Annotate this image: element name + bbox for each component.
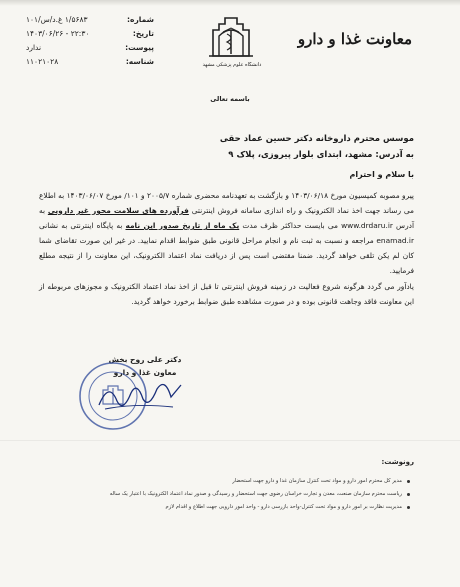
greeting: با سلام و احترام xyxy=(349,170,414,179)
meta-date-value: ۱۴۰۳/۰۶/۲۶ - ۲۲:۳۰ xyxy=(26,28,90,38)
paragraph-1-text-c: به پایگاه اینترنتی به نشانی enamad.ir مراجعه و نسبت به ثبت نام و انجام مراحل قانونی طبق ضوابط اقدام نمایید. در غیر این صورت تقاضای شما کان لم یکن تلقی خواهد گردید. ضمنا مقتضی است پس از دریافت نماد اعتماد الکترونیک، این معاونت را از نتیجه مطلع فرمایید. xyxy=(39,221,414,275)
paper-fold xyxy=(0,440,460,441)
handwritten-signature-icon xyxy=(95,375,185,415)
meta-id-value: ۱۱۰۲۱۰۲۸ xyxy=(26,56,59,66)
meta-id xyxy=(26,54,154,68)
meta-attachment-label: پیوست: xyxy=(125,42,154,52)
office-title: معاونت غذا و دارو xyxy=(297,30,412,48)
recipient-address: به آدرس: مشهد، ابتدای بلوار پیروزی، پلاک ۹ xyxy=(228,150,414,160)
recipient: موسس محترم داروخانه دکتر حسین عماد حقی xyxy=(219,134,414,144)
body-paragraph-1 xyxy=(39,188,414,278)
cc-bullet-icon xyxy=(407,480,410,483)
university-emblem-icon xyxy=(205,12,257,62)
logo-caption: دانشگاه علوم پزشکی مشهد xyxy=(202,62,262,68)
letter-meta xyxy=(26,12,154,68)
cc-line: ریاست محترم سازمان صنعت، معدن و تجارت خراسان رضوی جهت استحضار و رسیدگی و صدور نماد اعتماد الکترونیک با اعتبار یک ساله xyxy=(109,491,402,497)
meta-number-value: ۱/۵۶۸۳ غ.د/س/۱۰۱ xyxy=(26,14,88,24)
paragraph-1-text-a: پیرو مصوبه کمیسیون مورخ ۱۴۰۳/۰۶/۱۸ و بازگشت به تعهدنامه محضری شماره ۲۰۰۵/۷ و ۱۰۱/ مورخ ۱۴۰۳/۰۶/۰۷ به اطلاع می رساند جهت اخذ نماد الکترونیک و راه اندازی سامانه فروش اینترنتی xyxy=(39,191,414,215)
meta-date xyxy=(26,26,154,40)
signer-position: معاون غذا و دارو xyxy=(113,368,177,377)
paragraph-1-emphasis-products: فرآورده های سلامت محور غیر دارویی xyxy=(47,206,189,215)
meta-date-label: تاریخ: xyxy=(132,28,154,38)
paragraph-1-text-b: به آدرس www.drdaru.ir می بایست حداکثر ظرف مدت xyxy=(39,206,414,230)
cc-line: مدیریت نظارت بر امور دارو و مواد تحت کنترل-واحد بازرسی دارو - واحد امور دارویی جهت اطلاع و اقدام لازم xyxy=(165,504,402,510)
meta-attachment-value: ندارد xyxy=(26,42,42,52)
salutation: باسمه تعالی xyxy=(210,95,250,103)
paragraph-1-emphasis-deadline: یک ماه از تاریخ صدور این نامه xyxy=(125,221,240,230)
signer-name: دکتر علی روح بخش xyxy=(108,355,182,364)
meta-number xyxy=(26,12,154,26)
meta-attachment xyxy=(26,40,154,54)
meta-number-label: شماره: xyxy=(127,14,154,24)
cc-bullet-icon xyxy=(407,506,410,509)
cc-bullet-icon xyxy=(407,493,410,496)
cc-line: مدیر کل محترم امور دارو و مواد تحت کنترل سازمان غذا و دارو جهت استحضار xyxy=(232,478,402,484)
cc-title: رونوشت: xyxy=(381,458,414,466)
meta-id-label: شناسه: xyxy=(125,56,154,66)
body-paragraph-2: یادآور می گردد هرگونه شروع فعالیت در زمینه فروش اینترنتی تا قبل از اخذ نماد اعتماد الکترونیک و مجوزهای مربوطه از این معاونت فاقد وجاهت قانونی بوده و در صورت مشاهده طبق ضوابط برخورد خواهد گردید. xyxy=(39,282,414,306)
